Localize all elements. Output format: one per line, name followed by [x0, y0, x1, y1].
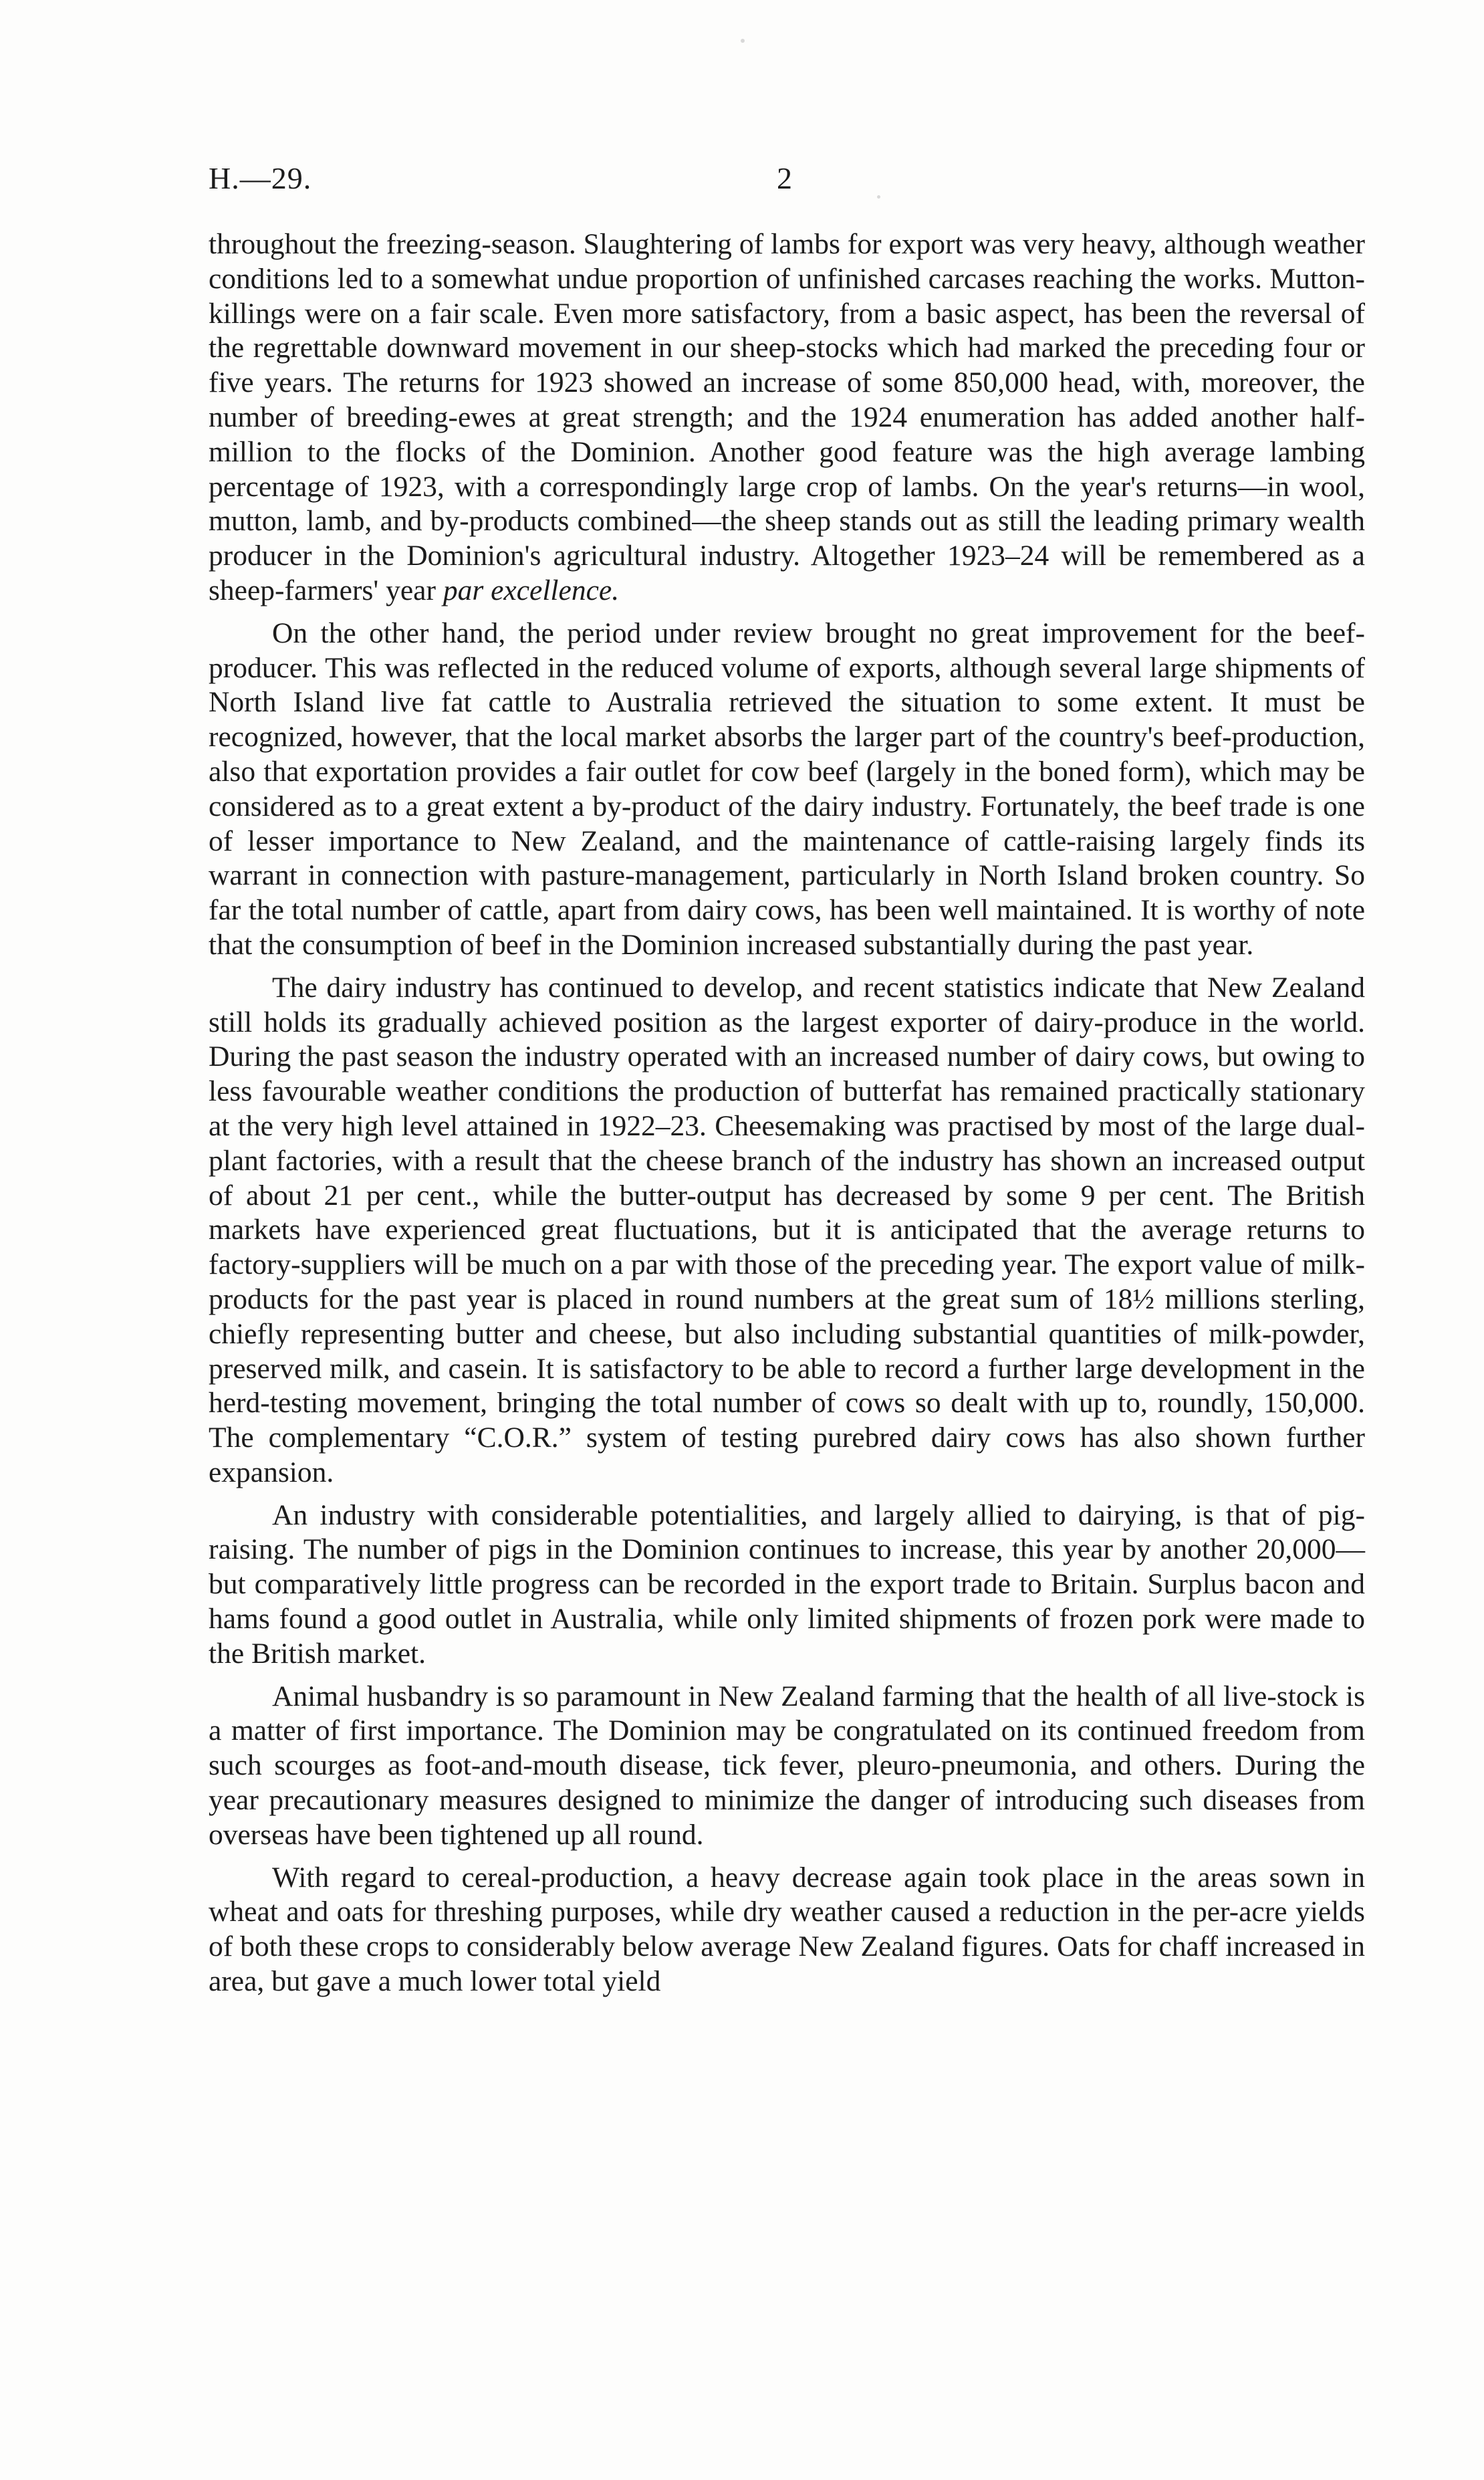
page-number: 2: [777, 161, 792, 195]
paragraph-beef: On the other hand, the period under review brought no great improvement for the beef-producer. This was reflected in the reduced volume of exports, although several large shipments of North Island live fat cattle to Australia retrieved the situation to some extent. It must be recognized, however, that the local market absorbs the larger part of the country's beef-production, also that exportation provides a fair outlet for cow beef (largely in the boned form), which may be considered as to a great extent a by-product of the dairy industry. Fortunately, the beef trade is one of lesser importance to New Zealand, and the maintenance of cattle-raising largely finds its warrant in connection with pasture-management, particularly in North Island broken country. So far the total number of cattle, apart from dairy cows, has been well maintained. It is worthy of note that the consumption of beef in the Dominion increased substantially during the past year.: [209, 616, 1365, 961]
paragraph-animal-health: Animal husbandry is so paramount in New Zealand farming that the health of all live-stock is a matter of first importance. The Dominion may be congratulated on its continued freedom from such scourges as foot-and-mouth disease, tick fever, pleuro-pneumonia, and others. During the year precautionary measures designed to minimize the danger of introducing such diseases from overseas have been tightened up all round.: [209, 1680, 1365, 1851]
paragraph-sheep: [209, 227, 1365, 608]
paragraph-cereals: With regard to cereal-production, a heavy decrease again took place in the areas sown in wheat and oats for threshing purposes, while dry weather caused a reduction in the per-acre yields of both these crops to considerably below average New Zealand figures. Oats for chaff increased in area, but gave a much lower total yield: [209, 1861, 1365, 1998]
page-header: [209, 160, 1365, 207]
document-reference: H.—29.: [209, 161, 312, 195]
paragraph-pigs: An industry with considerable potentialities, and largely allied to dairying, is that of pig-raising. The number of pigs in the Dominion continues to increase, this year by another 20,000—but comparatively little progress can be recorded in the export trade to Britain. Surplus bacon and hams found a good outlet in Australia, while only limited shipments of frozen pork were made to the British market.: [209, 1498, 1365, 1670]
paragraph-text: throughout the freezing-season. Slaughtering of lambs for export was very heavy, although weather conditions led to a somewhat undue proportion of unfinished carcases reaching the works. Mutton-killings were on a fair scale. Even more satisfactory, from a basic aspect, has been the reversal of the regrettable downward movement in our sheep-stocks which had marked the preceding four or five years. The returns for 1923 showed an increase of some 850,000 head, with, moreover, the number of breeding-ewes at great strength; and the 1924 enumeration has added another half-million to the flocks of the Dominion. Another good feature was the high average lambing percentage of 1923, with a correspondingly large crop of lambs. On the year's returns—in wool, mutton, lamb, and by-products combined—the sheep stands out as still the leading primary wealth producer in the Dominion's agricultural industry. Altogether 1923–24 will be remembered as a sheep-farmers' year: [209, 228, 1365, 606]
scan-speck-mark: [741, 39, 745, 43]
italic-phrase: par excellence.: [443, 574, 620, 606]
paragraph-dairy: The dairy industry has continued to develop, and recent statistics indicate that New Zealand still holds its gradually achieved position as the largest exporter of dairy-produce in the world. During the past season the industry operated with an increased number of dairy cows, but owing to less favourable weather conditions the production of butterfat has remained practically stationary at the very high level attained in 1922–23. Cheesemaking was practised by most of the large dual-plant factories, with a result that the cheese branch of the industry has shown an increased output of about 21 per cent., while the butter-output has decreased by some 9 per cent. The British markets have experienced great fluctuations, but it is anticipated that the average returns to factory-suppliers will be much on a par with those of the preceding year. The export value of milk-products for the past year is placed in round numbers at the great sum of 18½ millions sterling, chiefly representing butter and cheese, but also including substantial quantities of milk-powder, preserved milk, and casein. It is satisfactory to be able to record a further large development in the herd-testing movement, bringing the total number of cows so dealt with up to, roundly, 150,000. The complementary “C.O.R.” system of testing purebred dairy cows has also shown further expansion.: [209, 971, 1365, 1488]
body-text: [209, 227, 1365, 2007]
